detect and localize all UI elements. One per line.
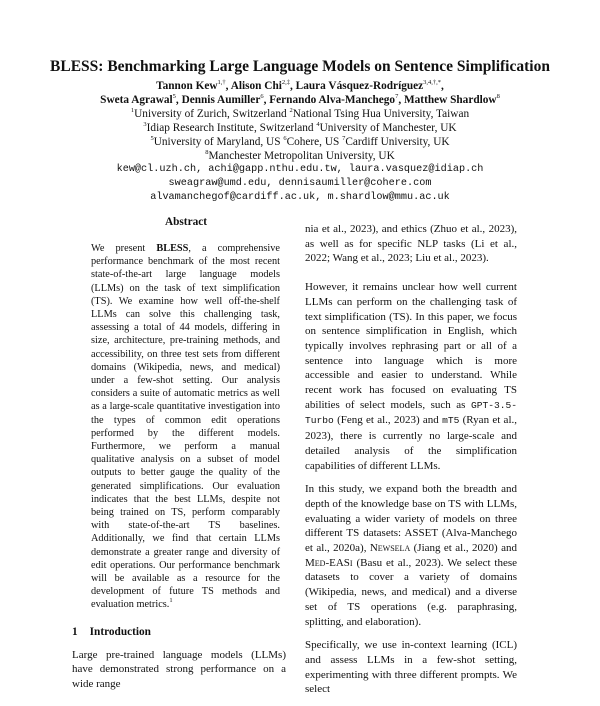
author-marks: 8 bbox=[496, 92, 500, 100]
intro-paragraph: Large pre-trained language models (LLMs) have demonstrated strong performance on a wide range bbox=[72, 648, 286, 690]
abstract-heading: Abstract bbox=[164, 216, 208, 228]
author-separator: , bbox=[398, 93, 404, 106]
author-marks: 3,4,†,* bbox=[423, 79, 442, 86]
author-separator: , bbox=[290, 80, 296, 92]
abstract-body: We present BLESS, a comprehensive performance benchmark of the most recent state-of-the-art large language models (LLMs) on the task of text simplification (TS). We examine how well off-the-shelf LLMs can solve this challenging task, assessing a total of 44 models, differing in size, architecture, pre-training methods, and accessibility, on three test sets from different domains (Wikipedia, news, and medical) under a few-shot setting. Our analysis considers a suite of automatic metrics as well as a large-scale quantitative investigation into the types of common edit operations performed by the different models. Furthermore, we perform a manual qualitative analysis on a subset of model outputs to better gauge the quality of the generated simplifications. Our evaluation indicates that the best LLMs, despite not being trained on TS, perform comparably with state-of-the-art TS baselines. Additionally, we find that certain LLMs demonstrate a greater range and diversity of edit operations. Our performance benchmark will be available as a resource for the development of future TS methods and evaluation metrics.$^1$ bbox=[91, 243, 280, 611]
author-name: Matthew Shardlow bbox=[404, 93, 497, 106]
dataset-newsela: Newsela bbox=[369, 542, 411, 555]
author-block bbox=[0, 80, 600, 205]
author-name: Fernando Alva-Manchego bbox=[269, 93, 396, 106]
author-marks: 1,† bbox=[217, 79, 226, 86]
author-name: Alison Chi bbox=[230, 80, 282, 92]
author-line-1 bbox=[0, 80, 600, 94]
author-name: Sweta Agrawal bbox=[100, 93, 173, 106]
model-name-mt5: mT5 bbox=[442, 415, 460, 427]
author-marks: 7 bbox=[395, 92, 399, 100]
author-separator: , bbox=[225, 80, 231, 92]
email-line[interactable]: kew@cl.uzh.ch, achi@gapp.nthu.edu.tw, laura.vasquez@idiap.ch bbox=[116, 164, 484, 176]
email-line[interactable]: alvamanchegof@cardiff.ac.uk, m.shardlow@mmu.ac.uk bbox=[150, 192, 450, 204]
dataset-medeasi: Med-EASi bbox=[305, 556, 353, 569]
author-name: Tannon Kew bbox=[156, 80, 218, 92]
footnote-marker[interactable]: 1 bbox=[169, 597, 173, 605]
paper-title: BLESS: Benchmarking Large Language Models on Sentence Simplification bbox=[50, 58, 550, 75]
affiliation-line: $^5$University of Maryland, US $^6$Cohere, US $^7$Cardiff University, UK bbox=[150, 134, 450, 148]
affiliation-line: $^3$Idiap Research Institute, Switzerland $^4$University of Manchester, UK bbox=[143, 120, 457, 134]
author-separator: , bbox=[263, 93, 270, 106]
author-name: Laura Vásquez-Rodríguez bbox=[295, 80, 424, 92]
body-paragraph: However, it remains unclear how well current LLMs can perform on the challenging task of text simplification (TS). In this paper, we focus on sentence simplification in English, which typically involves rephrasing part or all of a sentence into language which is more accessible and easier to understand. While recent work has focused on evaluating TS abilities of select models, such as GPT-3.5-Turbo (Feng et al., 2023) and mT5 (Ryan et al., 2023), there is currently no large-scale and detailed analysis of the simplification capabilities of different LLMs. bbox=[305, 281, 517, 472]
affiliation-line: $^1$University of Zurich, Switzerland $^2$National Tsing Hua University, Taiwan bbox=[130, 106, 470, 120]
author-line-2 bbox=[0, 94, 600, 108]
author-marks: 6 bbox=[260, 92, 264, 100]
right-column bbox=[305, 222, 517, 706]
body-paragraph: nia et al., 2023), and ethics (Zhuo et al., 2023), as well as for specific NLP tasks (Li et al., 2022; Wang et al., 2023; Liu et al., 2023). bbox=[305, 223, 517, 265]
body-paragraph: Specifically, we use in-context learning (ICL) and assess LLMs in a few-shot setting, experimenting with three different prompts. We select bbox=[305, 639, 517, 696]
author-separator: , bbox=[441, 80, 444, 92]
model-name-gpt: GPT-3.5-Turbo bbox=[305, 399, 517, 427]
author-marks: 2,‡ bbox=[281, 79, 290, 86]
section-heading-introduction: 1 Introduction bbox=[72, 625, 151, 638]
author-separator: , bbox=[175, 93, 182, 106]
left-column bbox=[72, 216, 286, 691]
email-line[interactable]: sweagraw@umd.edu, dennisaumiller@cohere.com bbox=[168, 178, 432, 190]
affiliation-line: $^8$Manchester Metropolitan University, UK bbox=[205, 148, 395, 162]
author-marks: 5 bbox=[172, 92, 176, 100]
author-name: Dennis Aumiller bbox=[181, 93, 261, 106]
body-paragraph: In this study, we expand both the breadth and depth of the knowledge base on TS with LLMs, evaluating a wider variety of models on three different TS datasets: ASSET (Alva-Manchego et al., 2020a), Newsela (Jiang et al., 2020) and Med-EASi (Basu et al., 2023). We select these datasets to cover a variety of domains (Wikipedia, news, and medical) and a diverse set of TS operations (e.g. paraphrasing, splitting, and elaboration). bbox=[305, 483, 518, 628]
dataset-asset: ASSET bbox=[404, 527, 438, 540]
